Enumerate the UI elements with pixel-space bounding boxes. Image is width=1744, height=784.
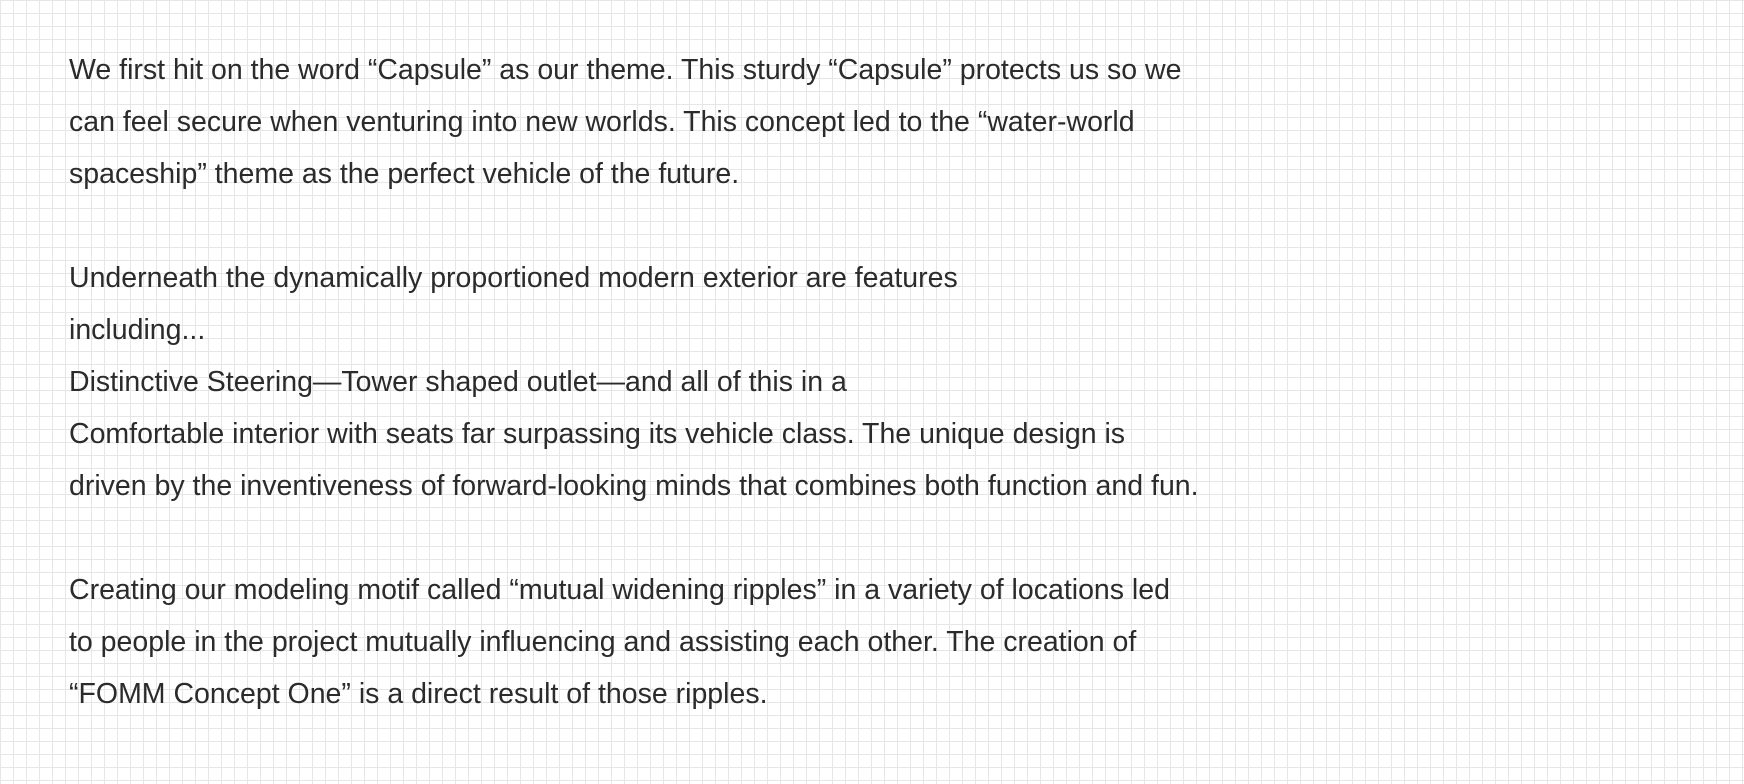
text-line: driven by the inventiveness of forward-looking minds that combines both function and fun. — [69, 470, 1199, 502]
text-line: Underneath the dynamically proportioned modern exterior are features — [69, 262, 958, 294]
paragraph-capsule-theme — [69, 44, 1369, 200]
text-line: Distinctive Steering—Tower shaped outlet—and all of this in a — [69, 366, 847, 398]
text-line: including... — [69, 314, 206, 346]
text-line: Creating our modeling motif called “mutual widening ripples” in a variety of locations led — [69, 574, 1170, 606]
text-line: We first hit on the word “Capsule” as our theme. This sturdy “Capsule” protects us so we — [69, 54, 1182, 86]
text-line: spaceship” theme as the perfect vehicle of the future. — [69, 158, 740, 190]
text-line: Comfortable interior with seats far surpassing its vehicle class. The unique design is — [69, 418, 1126, 450]
paragraph-features — [69, 252, 1369, 512]
article-body — [69, 44, 1369, 720]
paragraph-ripples — [69, 564, 1369, 720]
text-line: to people in the project mutually influencing and assisting each other. The creation of — [69, 626, 1137, 658]
text-line: “FOMM Concept One” is a direct result of those ripples. — [69, 678, 768, 710]
text-line: can feel secure when venturing into new worlds. This concept led to the “water-world — [69, 106, 1135, 138]
